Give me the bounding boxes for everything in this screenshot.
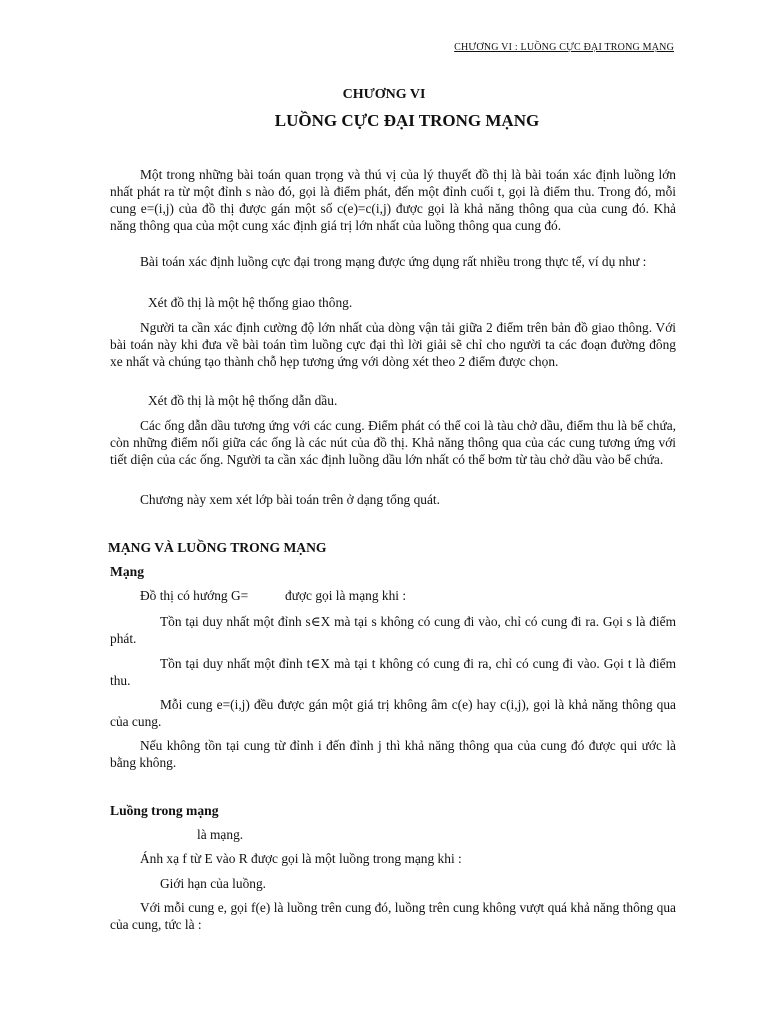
- example-text: Xét đồ thị là một hệ thống dẫn dầu.: [148, 393, 338, 408]
- example-text: Xét đồ thị là một hệ thống giao thông.: [148, 295, 353, 310]
- network-definition: [140, 587, 670, 604]
- section-heading: MẠNG VÀ LUỒNG TRONG MẠNG: [108, 540, 327, 555]
- paragraph: Một trong những bài toán quan trọng và thú vị của lý thuyết đồ thị là bài toán xác định luồng lớn nhất phát ra từ một đỉnh s nào đó, gọi là điểm phát, đến một đỉnh cuối t, gọi là điểm thu. Trong đó, mỗi cung e=(i,j) của đồ thị được gán một số c(e)=c(i,j) được gọi là khả năng thông qua của cung đó. Khả năng thông qua của một cung xác định giá trị lớn nhất của luồng thông qua cung đó.: [110, 167, 676, 233]
- paragraph: Người ta cần xác định cường độ lớn nhất của dòng vận tải giữa 2 điểm trên bản đồ giao thông. Với bài toán này khi đưa về bài toán tìm luồng cực đại thì lời giải sẽ chỉ cho người ta các đoạn đường đông xe nhất và chúng tạo thành chỗ hẹp tương ứng với dòng xét theo 2 điểm được chọn.: [110, 320, 676, 369]
- paragraph: Các ống dẫn dầu tương ứng với các cung. Điểm phát có thể coi là tàu chở dầu, điểm thu là bể chứa, còn những điểm nối giữa các ống là các nút của đồ thị. Khả năng thông qua của các cung tương ứng với tiết diện của các ống. Người ta cần xác định luồng dầu lớn nhất có thể bơm từ tàu chở dầu vào bể chứa.: [110, 418, 676, 467]
- condition-text: Nếu không tồn tại cung từ đỉnh i đến đỉnh j thì khả năng thông qua của cung đó được qui ước là bằng không.: [110, 738, 676, 770]
- flow-text: Ánh xạ f từ E vào R được gọi là một luồng trong mạng khi :: [140, 851, 462, 866]
- condition-text: Tồn tại duy nhất một đỉnh t∈X mà tại t không có cung đi ra, chỉ có cung đi vào. Gọi t là điểm thu.: [110, 656, 676, 688]
- paragraph: Chương này xem xét lớp bài toán trên ở dạng tổng quát.: [140, 492, 440, 507]
- intro-paragraph-4: [110, 417, 676, 468]
- intro-paragraph-3: [110, 319, 676, 370]
- paragraph: Bài toán xác định luồng cực đại trong mạng được ứng dụng rất nhiều trong thực tế, ví dụ như :: [140, 254, 647, 269]
- condition-text: Tồn tại duy nhất một đỉnh s∈X mà tại s không có cung đi vào, chỉ có cung đi ra. Gọi s là điểm phát.: [110, 614, 676, 646]
- flow-line-3: [160, 875, 670, 892]
- condition-text: Mỗi cung e=(i,j) đều được gán một giá trị không âm c(e) hay c(i,j), gọi là khả năng thông qua của cung.: [110, 697, 676, 729]
- flow-text: Với mỗi cung e, gọi f(e) là luồng trên cung đó, luồng trên cung không vượt quá khả năng thông qua của cung, tức là :: [110, 900, 676, 932]
- condition-4: [110, 737, 676, 771]
- condition-3: [110, 696, 676, 730]
- example-2: [148, 392, 668, 409]
- intro-paragraph-1: [110, 166, 676, 234]
- example-1: [148, 294, 668, 311]
- flow-text: Giới hạn của luồng.: [160, 876, 267, 891]
- flow-paragraph: [110, 899, 676, 933]
- flow-line-2: [140, 850, 670, 867]
- section-heading: Luồng trong mạng: [110, 803, 219, 818]
- flow-text: là mạng.: [197, 827, 244, 842]
- condition-2: [110, 655, 676, 689]
- flow-line-1: [197, 826, 667, 843]
- intro-paragraph-5: [110, 491, 676, 508]
- running-header: CHƯƠNG VI : LUỒNG CỰC ĐẠI TRONG MẠNG: [454, 42, 674, 53]
- definition-text: Đồ thị có hướng G= được gọi là mạng khi :: [140, 588, 407, 603]
- condition-1: [110, 613, 676, 647]
- chapter-title: LUỒNG CỰC ĐẠI TRONG MẠNG: [274, 111, 540, 130]
- intro-paragraph-2: [110, 253, 676, 270]
- chapter-label: CHƯƠNG VI: [342, 87, 426, 102]
- subsection-heading: Mạng: [110, 564, 144, 579]
